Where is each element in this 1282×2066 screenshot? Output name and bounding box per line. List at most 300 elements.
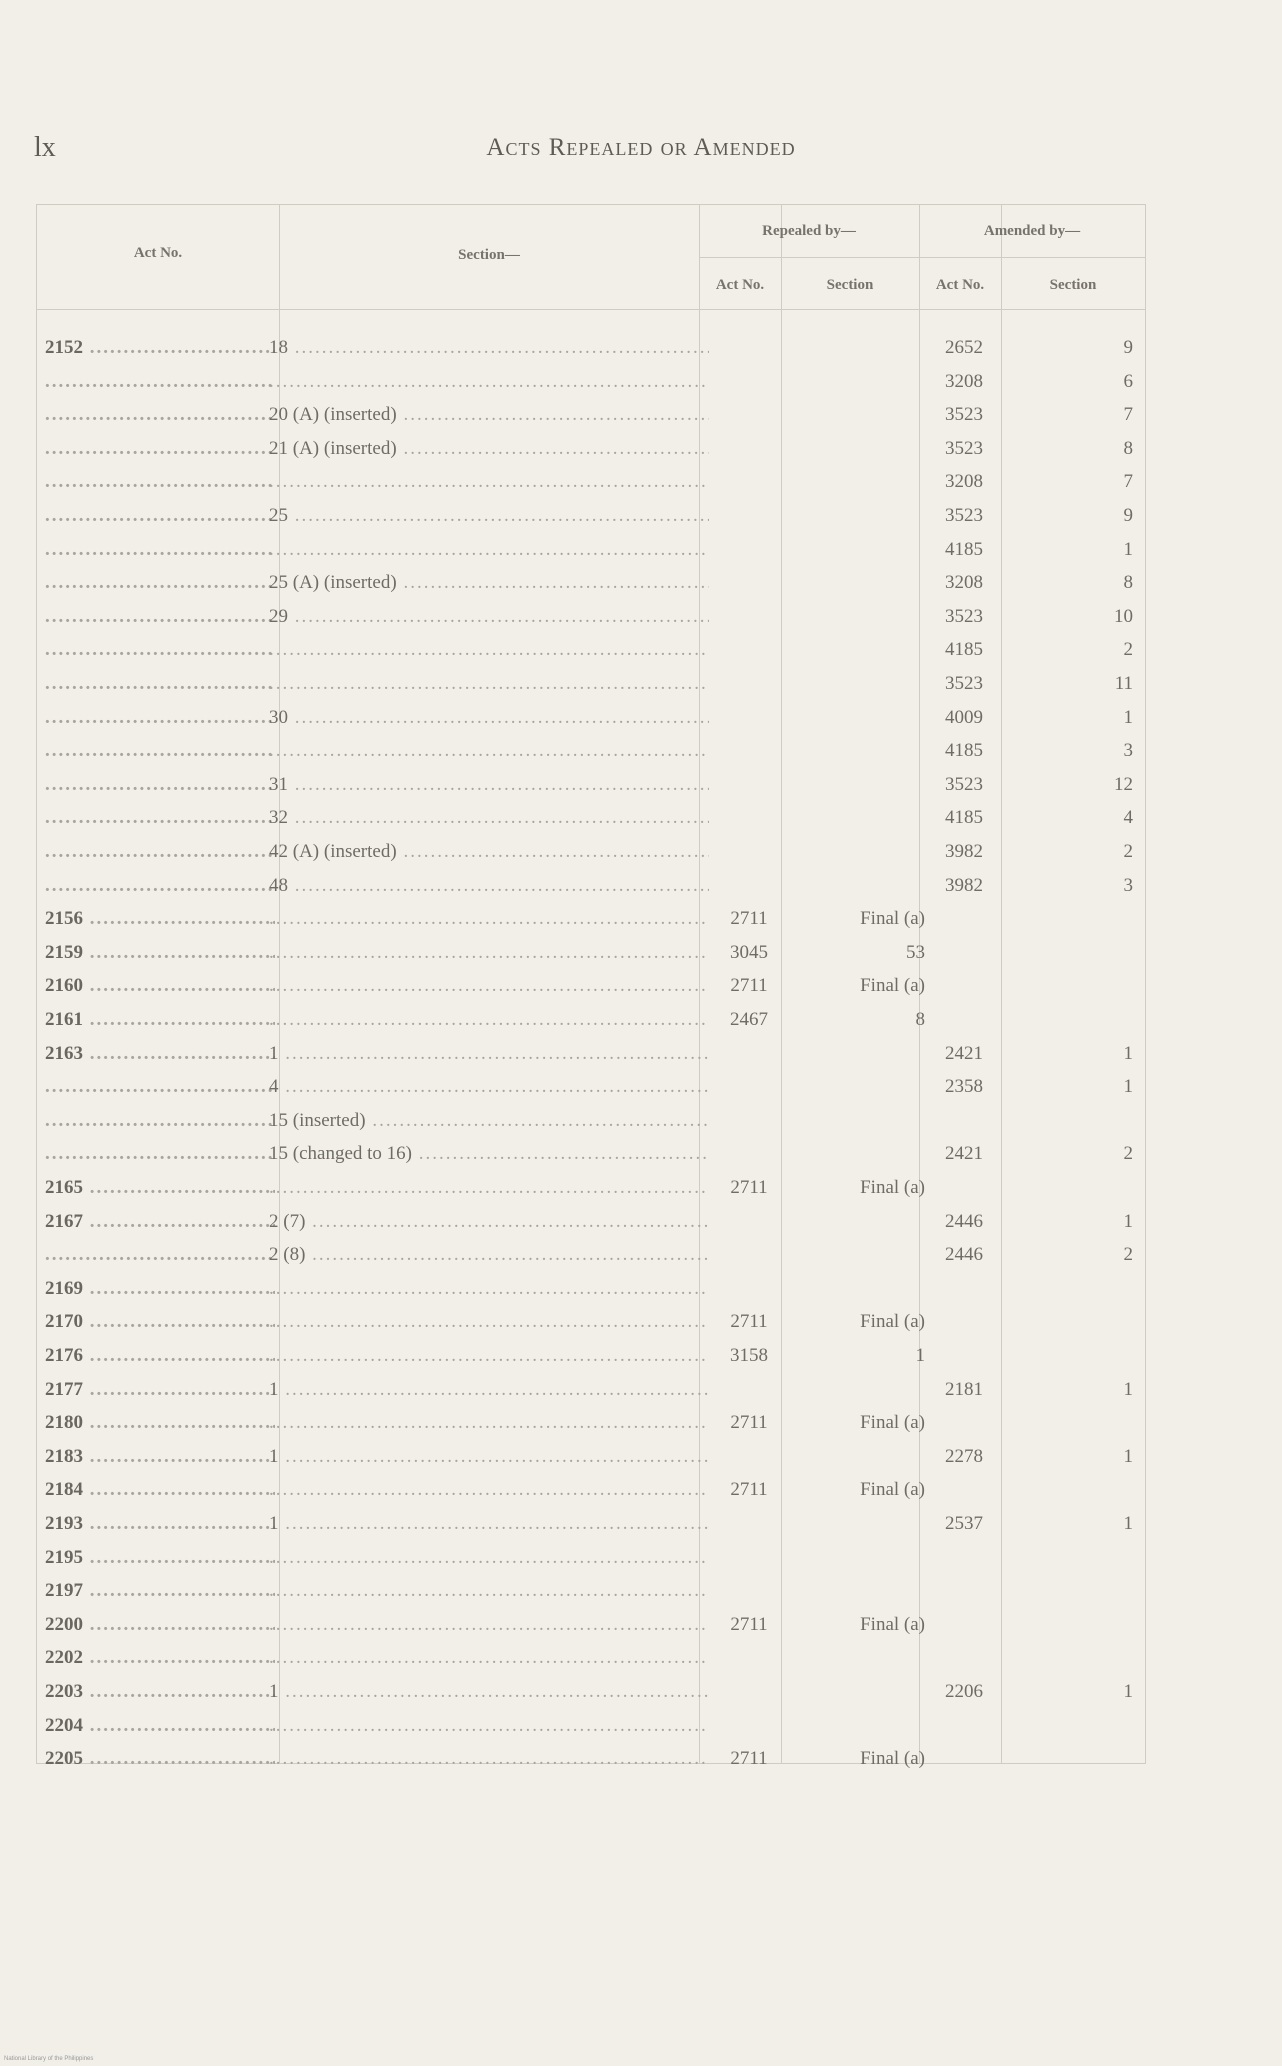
act-no-cell: 2170 ..... [45,1309,275,1335]
amended-section-cell: 1 [1123,1445,1133,1467]
table-row [37,1645,1145,1671]
amended-act-cell: 2181 [945,1378,983,1400]
repealed-section-cell [795,1377,925,1403]
repealed-act-cell [711,1041,787,1067]
repealed-section-cell [795,1578,925,1604]
act-no-cell: 2165 ..... [45,1175,275,1201]
repealed-section-cell [795,1511,925,1537]
amended-section-cell [1007,1175,1133,1201]
amended-act-cell [927,1343,1001,1369]
scan-credit: National Library of the Philippines [4,2056,94,2062]
repealed-act-cell [711,1141,787,1167]
act-no-cell [45,873,275,899]
table-row [37,1041,1145,1067]
section-cell [269,1713,709,1739]
section-cell: 42 (A) (inserted) ..... [269,839,709,865]
header-repealed-by: Repealed by— [762,223,856,239]
amended-act-cell: 3523 [945,773,983,795]
amended-act-cell: 4185 [945,740,983,762]
amended-act-cell [927,1007,1001,1033]
table-row [37,805,1145,831]
table-row [37,604,1145,630]
header-divider [699,257,1145,258]
header-amended-by: Amended by— [983,223,1081,239]
header-amended-act-no: Act No. [935,277,985,293]
amended-act-cell [927,1746,1001,1772]
section-cell [269,1175,709,1201]
table-row [37,369,1145,395]
repealed-act-cell [711,1679,787,1705]
act-no-cell [45,402,275,428]
amended-act-cell: 4185 [945,639,983,661]
amended-section-cell: 1 [1123,706,1133,728]
table-row [37,1511,1145,1537]
repealed-act-cell: 2711 [730,908,768,930]
table-row [37,973,1145,999]
repealed-act-cell [711,1645,787,1671]
act-no-cell: 2193 ..... [45,1511,275,1537]
amended-act-cell [927,1309,1001,1335]
act-no-cell: 2176 ..... [45,1343,275,1369]
act-no-cell [45,1242,275,1268]
section-cell [269,1545,709,1571]
amended-section-cell: 1 [1123,1076,1133,1098]
section-cell: 1 ..... [269,1679,709,1705]
page-title: Acts Repealed or Amended [486,134,796,161]
amended-act-cell [927,1276,1001,1302]
amended-section-cell: 8 [1123,437,1133,459]
amended-act-cell [927,1410,1001,1436]
act-no-cell [45,705,275,731]
act-no-cell [45,1141,275,1167]
act-no-cell [45,637,275,663]
header-repealed-section: Section [826,277,874,293]
table-row [37,1141,1145,1167]
repealed-section-cell: 53 [906,941,925,963]
act-no-cell: 2180 ..... [45,1410,275,1436]
repealed-act-cell [711,369,787,395]
repealed-act-cell [711,503,787,529]
table-row [37,469,1145,495]
section-cell [269,671,709,697]
section-cell [269,369,709,395]
act-no-cell: 2200 ..... [45,1612,275,1638]
amended-act-cell: 4009 [945,706,983,728]
amended-section-cell: 2 [1123,1143,1133,1165]
repealed-act-cell: 2711 [730,1613,768,1635]
act-no-cell: 2204 ..... [45,1713,275,1739]
section-cell: 1 ..... [269,1377,709,1403]
amended-section-cell [1007,1746,1133,1772]
repealed-section-cell: 8 [915,1009,925,1030]
table-row [37,940,1145,966]
act-no-cell: 2167 ..... [45,1209,275,1235]
repealed-section-cell [795,469,925,495]
act-no-cell: 2195 ..... [45,1545,275,1571]
amended-act-cell [927,1545,1001,1571]
repealed-section-cell [795,1242,925,1268]
amended-section-cell [1007,1276,1133,1302]
act-no-cell: 2169 ..... [45,1276,275,1302]
act-no-cell [45,839,275,865]
repealed-section-cell [795,570,925,596]
table-row [37,873,1145,899]
amended-section-cell: 9 [1123,337,1133,358]
section-cell [269,1410,709,1436]
section-cell: 2 (7) ..... [269,1209,709,1235]
section-cell: 15 (changed to 16) ..... [269,1141,709,1167]
table-row [37,1679,1145,1705]
section-cell: 4 ..... [269,1074,709,1100]
repealed-act-cell: 2711 [730,1748,768,1770]
table-row [37,1444,1145,1470]
section-cell: 30 ..... [269,705,709,731]
repealed-act-cell [711,1209,787,1235]
repealed-section-cell: Final (a) [860,1613,925,1635]
repealed-section-cell [795,1444,925,1470]
header-act-no: Act No. [133,245,183,261]
act-no-cell [45,805,275,831]
act-no-cell: 2152 ..... [45,335,275,361]
repealed-act-cell [711,469,787,495]
repealed-section-cell [795,1209,925,1235]
header-divider [37,309,1145,310]
table-row [37,1578,1145,1604]
section-cell: 29 ..... [269,604,709,630]
act-no-cell: 2156 ..... [45,906,275,932]
act-no-cell [45,469,275,495]
repealed-act-cell [711,1545,787,1571]
section-cell: 1 ..... [269,1511,709,1537]
amended-act-cell: 2537 [945,1513,983,1534]
amended-act-cell: 3523 [945,404,983,426]
section-cell [269,1276,709,1302]
amended-section-cell [1007,1477,1133,1503]
repealed-act-cell [711,402,787,428]
repealed-section-cell: Final (a) [860,908,925,930]
section-cell [269,1309,709,1335]
repealed-act-cell [711,772,787,798]
amended-section-cell [1007,973,1133,999]
repealed-section-cell: Final (a) [860,1479,925,1501]
amended-section-cell: 1 [1123,1378,1133,1400]
table-row [37,839,1145,865]
repealed-section-cell: Final (a) [860,1177,925,1198]
repealed-act-cell [711,1108,787,1134]
amended-act-cell: 2421 [945,1042,983,1064]
repealed-section-cell [795,805,925,831]
repealed-section-cell [795,839,925,865]
section-cell [269,738,709,764]
act-no-cell: 2160 ..... [45,973,275,999]
act-no-cell [45,436,275,462]
section-cell [269,973,709,999]
repealed-section-cell [795,604,925,630]
act-no-cell: 2163 ..... [45,1041,275,1067]
amended-section-cell: 1 [1123,1681,1133,1702]
amended-section-cell [1007,1713,1133,1739]
amended-act-cell: 2358 [945,1076,983,1098]
repealed-act-cell [711,738,787,764]
repealed-act-cell: 3158 [730,1345,768,1366]
table-row [37,906,1145,932]
section-cell: 2 (8) ..... [269,1242,709,1268]
repealed-act-cell [711,570,787,596]
repealed-act-cell: 2711 [730,1479,768,1501]
table-row [37,1074,1145,1100]
table-row [37,1007,1145,1033]
repealed-section-cell: Final (a) [860,975,925,997]
amended-section-cell [1007,1545,1133,1571]
section-cell [269,906,709,932]
amended-section-cell [1007,1343,1133,1369]
act-no-cell: 2197 ..... [45,1578,275,1604]
amended-section-cell [1007,1578,1133,1604]
table-row [37,503,1145,529]
repealed-section-cell [795,369,925,395]
act-no-cell [45,1108,275,1134]
table-row [37,671,1145,697]
table-row [37,1746,1145,1772]
section-cell: 18 ..... [269,335,709,361]
amended-section-cell [1007,940,1133,966]
amended-act-cell [927,1645,1001,1671]
section-cell: 1 ..... [269,1041,709,1067]
table-row [37,1276,1145,1302]
repealed-section-cell [795,1679,925,1705]
table-row [37,1377,1145,1403]
repealed-section-cell [795,671,925,697]
section-cell: 31 ..... [269,772,709,798]
table-row [37,1242,1145,1268]
act-no-cell: 2184 ..... [45,1477,275,1503]
repealed-act-cell [711,436,787,462]
amended-act-cell: 3208 [945,471,983,493]
act-no-cell [45,537,275,563]
amended-act-cell: 3523 [945,505,983,526]
amended-section-cell: 2 [1123,1244,1133,1266]
amended-act-cell: 2421 [945,1143,983,1165]
amended-section-cell: 2 [1123,841,1133,862]
repealed-act-cell [711,705,787,731]
amended-act-cell: 2652 [945,337,983,358]
section-cell [269,537,709,563]
act-no-cell: 2183 ..... [45,1444,275,1470]
amended-act-cell [927,1477,1001,1503]
amended-act-cell: 3208 [945,370,983,392]
amended-act-cell [927,940,1001,966]
section-cell [269,940,709,966]
table-row [37,1545,1145,1571]
amended-act-cell: 3523 [945,605,983,627]
amended-section-cell: 8 [1123,572,1133,594]
table-row [37,705,1145,731]
amended-act-cell: 4185 [945,807,983,829]
repealed-act-cell [711,537,787,563]
acts-table [36,204,1146,1770]
amended-section-cell: 10 [1114,605,1133,627]
section-cell: 25 (A) (inserted) ..... [269,570,709,596]
repealed-section-cell: 1 [915,1345,925,1366]
amended-section-cell [1007,1645,1133,1671]
section-cell: 21 (A) (inserted) ..... [269,436,709,462]
table-row [37,570,1145,596]
repealed-section-cell [795,1276,925,1302]
repealed-section-cell [795,873,925,899]
amended-section-cell [1007,1108,1133,1134]
repealed-section-cell: Final (a) [860,1412,925,1434]
repealed-section-cell: Final (a) [860,1311,925,1333]
repealed-section-cell: Final (a) [860,1748,925,1770]
amended-section-cell [1007,1410,1133,1436]
table-row [37,1209,1145,1235]
table-row [37,1343,1145,1369]
amended-section-cell: 1 [1123,538,1133,560]
table-row [37,1410,1145,1436]
act-no-cell [45,369,275,395]
repealed-act-cell [711,1377,787,1403]
amended-section-cell: 12 [1114,773,1133,795]
act-no-cell [45,570,275,596]
repealed-section-cell [795,1545,925,1571]
table-row [37,537,1145,563]
header-section: Section— [458,247,520,263]
repealed-section-cell [795,402,925,428]
section-cell [269,1645,709,1671]
act-no-cell: 2177 ..... [45,1377,275,1403]
repealed-section-cell [795,738,925,764]
table-row [37,402,1145,428]
amended-act-cell: 3523 [945,437,983,459]
repealed-section-cell [795,1645,925,1671]
repealed-act-cell [711,1713,787,1739]
amended-section-cell [1007,1309,1133,1335]
repealed-section-cell [795,335,925,361]
act-no-cell [45,503,275,529]
repealed-act-cell: 2711 [730,1412,768,1434]
repealed-act-cell [711,1444,787,1470]
amended-act-cell [927,1612,1001,1638]
repealed-section-cell [795,637,925,663]
amended-section-cell: 7 [1123,471,1133,493]
act-no-cell [45,772,275,798]
repealed-section-cell [795,1074,925,1100]
repealed-section-cell [795,705,925,731]
amended-act-cell [927,973,1001,999]
table-row [37,436,1145,462]
repealed-section-cell [795,1041,925,1067]
act-no-cell: 2161 ..... [45,1007,275,1033]
repealed-act-cell: 2711 [730,975,768,997]
table-row [37,1309,1145,1335]
repealed-act-cell [711,839,787,865]
amended-section-cell: 1 [1123,1513,1133,1534]
page-number: lx [34,132,56,163]
section-cell: 25 ..... [269,503,709,529]
amended-act-cell [927,1175,1001,1201]
section-cell [269,1477,709,1503]
amended-act-cell: 2278 [945,1445,983,1467]
act-no-cell [45,604,275,630]
section-cell: 48 ..... [269,873,709,899]
repealed-section-cell [795,503,925,529]
repealed-act-cell [711,805,787,831]
repealed-section-cell [795,436,925,462]
repealed-act-cell [711,1276,787,1302]
repealed-act-cell [711,1074,787,1100]
section-cell [269,1612,709,1638]
amended-section-cell: 6 [1123,370,1133,392]
repealed-section-cell [795,772,925,798]
table-row [37,1175,1145,1201]
header-amended-section: Section [1049,277,1097,293]
act-no-cell [45,738,275,764]
amended-act-cell [927,1108,1001,1134]
repealed-act-cell [711,335,787,361]
repealed-act-cell [711,637,787,663]
act-no-cell [45,671,275,697]
amended-section-cell: 3 [1123,740,1133,762]
amended-act-cell [927,906,1001,932]
section-cell [269,1578,709,1604]
repealed-act-cell: 2711 [730,1177,768,1198]
section-cell [269,637,709,663]
table-row [37,1477,1145,1503]
repealed-act-cell [711,1578,787,1604]
section-cell [269,1007,709,1033]
amended-section-cell: 2 [1123,639,1133,661]
repealed-section-cell [795,1713,925,1739]
amended-act-cell [927,1578,1001,1604]
header-repealed-act-no: Act No. [715,277,765,293]
section-cell [269,1746,709,1772]
section-cell: 1 ..... [269,1444,709,1470]
amended-act-cell: 2446 [945,1244,983,1266]
section-cell: 20 (A) (inserted) ..... [269,402,709,428]
section-cell [269,469,709,495]
amended-section-cell [1007,906,1133,932]
repealed-act-cell [711,1242,787,1268]
amended-section-cell: 3 [1123,874,1133,896]
table-row [37,1713,1145,1739]
amended-section-cell: 1 [1123,1042,1133,1064]
repealed-section-cell [795,1141,925,1167]
amended-act-cell: 2446 [945,1210,983,1232]
repealed-act-cell [711,873,787,899]
table-row [37,1612,1145,1638]
repealed-section-cell [795,1108,925,1134]
amended-act-cell: 3208 [945,572,983,594]
amended-section-cell: 11 [1114,673,1133,694]
table-row [37,335,1145,361]
amended-section-cell [1007,1612,1133,1638]
amended-section-cell: 1 [1123,1210,1133,1232]
act-no-cell: 2202 ..... [45,1645,275,1671]
table-row [37,738,1145,764]
act-no-cell: 2159 ..... [45,940,275,966]
act-no-cell: 2205 ..... [45,1746,275,1772]
amended-act-cell: 2206 [945,1681,983,1702]
section-cell: 32 ..... [269,805,709,831]
repealed-section-cell [795,537,925,563]
section-cell [269,1343,709,1369]
amended-act-cell: 4185 [945,538,983,560]
repealed-act-cell [711,1511,787,1537]
act-no-cell [45,1074,275,1100]
table-row [37,772,1145,798]
amended-act-cell: 3982 [945,841,983,862]
amended-act-cell: 3982 [945,874,983,896]
